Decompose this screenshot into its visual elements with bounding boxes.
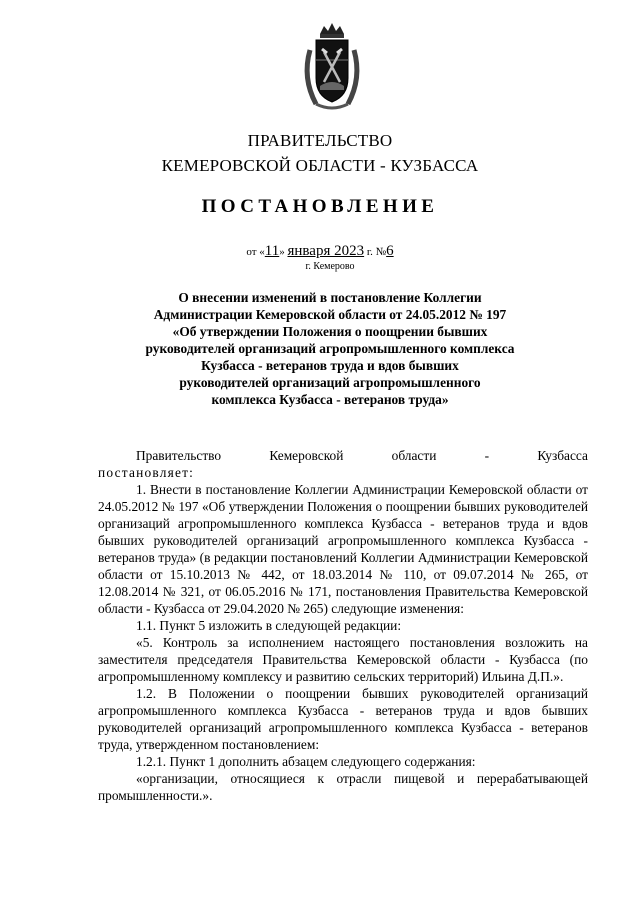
date-mid: » (279, 246, 285, 258)
paragraph-1-1: 1.1. Пункт 5 изложить в следующей редакции: (136, 618, 402, 633)
date-month-year: января 2023 (287, 243, 365, 259)
title-line: Администрации Кемеровской области от 24.05.2012 № 197 (153, 307, 507, 322)
government-name-line1: ПРАВИТЕЛЬСТВО (247, 131, 393, 150)
decree-body (98, 447, 588, 804)
intro-word: - (484, 448, 490, 463)
intro-line (98, 447, 588, 464)
title-line: О внесении изменений в постановление Коллегии (178, 290, 482, 305)
number-label: № (375, 246, 387, 258)
intro-word: Кузбасса (537, 448, 588, 463)
decree-number: 6 (386, 243, 394, 259)
title-line: комплекса Кузбасса - ветеранов труда» (211, 392, 449, 407)
intro-word: Правительство (136, 448, 222, 463)
title-line: руководителей организаций агропромышленного (179, 375, 481, 390)
title-line: руководителей организаций агропромышленного комплекса (145, 341, 515, 356)
paragraph-1-2: 1.2. В Положении о поощрении бывших руководителей организаций агропромышленного комплекса Кузбасса - ветеранов труда и вдов бывших руководителей организаций агропромышленного комплекса Кузбасса - ветеранов труда, утвержденном постановлением: (98, 686, 588, 752)
government-name-line2: КЕМЕРОВСКОЙ ОБЛАСТИ - КУЗБАССА (161, 156, 479, 175)
date-year-suffix: г. (366, 246, 373, 258)
decree-title (100, 289, 560, 408)
document-type-heading: ПОСТАНОВЛЕНИЕ (201, 196, 439, 217)
title-line: Кузбасса - ветеранов труда и вдов бывших (201, 358, 459, 373)
title-line: «Об утверждении Положения о поощрении бывших (172, 324, 488, 339)
intro-word: Кемеровской (269, 448, 344, 463)
paragraph-1-2-1: 1.2.1. Пункт 1 дополнить абзацем следующего содержания: (136, 754, 476, 769)
date-prefix: от « (246, 246, 265, 258)
paragraph-1-1-quote: «5. Контроль за исполнением настоящего постановления возложить на заместителя председателя Правительства Кемеровской области - Кузбасса (по агропромышленному комплексу и развитию сельских территорий) Ильина Д.П.». (98, 635, 588, 684)
coat-of-arms-icon (296, 20, 368, 116)
intro-end: постановляет: (98, 465, 195, 480)
paragraph-1: 1. Внести в постановление Коллегии Администрации Кемеровской области от 24.05.2012 № 197 «Об утверждении Положения о поощрении бывших руководителей организаций агропромышленного комплекса Кузбасса - ветеранов труда и вдов бывших руководителей организаций агропромышленного комплекса Кузбасса - ветеранов труда» (в редакции постановлений Коллегии Администрации Кемеровской области от 15.10.2013 № 442, от 18.03.2014 № 110, от 09.07.2014 № 265, от 12.08.2014 № 321, от 06.05.2016 № 171, постановления Правительства Кемеровской области - Кузбасса от 29.04.2020 № 265) следующие изменения: (98, 482, 588, 616)
intro-word: области (391, 448, 437, 463)
paragraph-1-2-1-quote: «организации, относящиеся к отрасли пищевой и перерабатывающей промышленности.». (98, 771, 588, 803)
decree-date-line (0, 243, 640, 260)
city-name: г. Кемерово (305, 261, 355, 272)
date-day: 11 (264, 243, 280, 259)
